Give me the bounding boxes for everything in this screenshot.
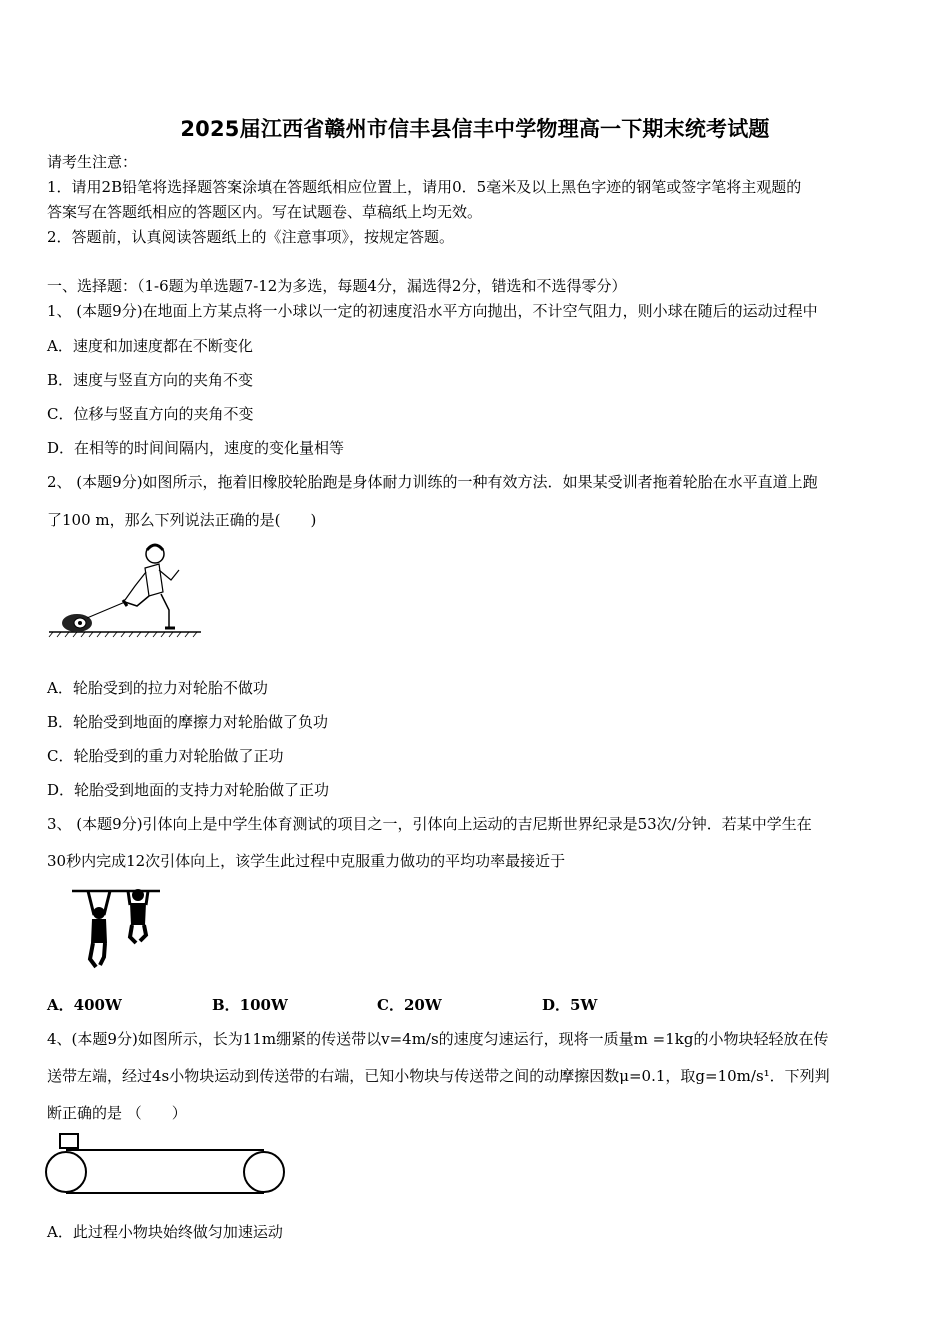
q1-stem: 1、 (本题9分)在地面上方某点将一小球以一定的初速度沿水平方向抛出，不计空气阻力，则小球在随后的运动过程中 — [47, 302, 818, 320]
q2-option-d: D．轮胎受到地面的支持力对轮胎做了正功 — [47, 781, 330, 799]
page-title: 2025届江西省赣州市信丰县信丰中学物理高一下期末统考试题 — [180, 117, 770, 141]
q4-option-a: A．此过程小物块始终做匀加速运动 — [47, 1223, 283, 1241]
q2-option-a: A．轮胎受到的拉力对轮胎不做功 — [47, 679, 268, 697]
notice-line-1b: 答案写在答题纸相应的答题区内。写在试题卷、草稿纸上均无效。 — [47, 203, 483, 221]
pull-up-figure — [70, 885, 165, 970]
q3-option-a: A．400W — [47, 996, 122, 1014]
q3-option-b: B．100W — [212, 996, 288, 1014]
q4-stem-line-1: 4、(本题9分)如图所示，长为11m绷紧的传送带以v=4m/s的速度匀速运行，现将一质量m =1kg的小物块轻轻放在传 — [47, 1030, 829, 1048]
q1-option-a: A．速度和加速度都在不断变化 — [47, 337, 253, 355]
q3-option-d: D．5W — [542, 996, 598, 1014]
q1-option-c: C．位移与竖直方向的夹角不变 — [47, 405, 254, 423]
q1-option-d: D．在相等的时间间隔内，速度的变化量相等 — [47, 439, 345, 457]
q1-option-b: B．速度与竖直方向的夹角不变 — [47, 371, 254, 389]
notice-line-1: 1．请用2B铅笔将选择题答案涂填在答题纸相应位置上，请用0．5毫米及以上黑色字迹的钢笔或签字笔将主观题的 — [47, 178, 802, 196]
q3-stem-line-2: 30秒内完成12次引体向上，该学生此过程中克服重力做功的平均功率最接近于 — [47, 852, 566, 870]
notice-heading: 请考生注意： — [47, 153, 138, 171]
q3-option-c: C．20W — [377, 996, 442, 1014]
tire-runner-figure — [45, 540, 205, 640]
q2-option-b: B．轮胎受到地面的摩擦力对轮胎做了负功 — [47, 713, 329, 731]
q3-stem-line-1: 3、 (本题9分)引体向上是中学生体育测试的项目之一，引体向上运动的吉尼斯世界纪录是53次/分钟．若某中学生在 — [47, 815, 812, 833]
q2-stem-line-2: 了100 m，那么下列说法正确的是( ) — [47, 511, 317, 529]
section-heading: 一、选择题：（1-6题为单选题7-12为多选，每题4分，漏选得2分，错选和不选得零分） — [47, 277, 627, 295]
notice-line-2: 2．答题前，认真阅读答题纸上的《注意事项》，按规定答题。 — [47, 228, 455, 246]
conveyor-belt-figure — [44, 1132, 289, 1196]
q2-option-c: C．轮胎受到的重力对轮胎做了正功 — [47, 747, 284, 765]
q4-stem-line-3: 断正确的是 （ ） — [47, 1104, 187, 1122]
q2-stem-line-1: 2、 (本题9分)如图所示，拖着旧橡胶轮胎跑是身体耐力训练的一种有效方法．如果某受训者拖着轮胎在水平直道上跑 — [47, 473, 818, 491]
q4-stem-line-2: 送带左端，经过4s小物块运动到传送带的右端，已知小物块与传送带之间的动摩擦因数μ=0.1，取g=10m/s¹．下列判 — [47, 1067, 830, 1085]
block — [60, 1134, 78, 1148]
